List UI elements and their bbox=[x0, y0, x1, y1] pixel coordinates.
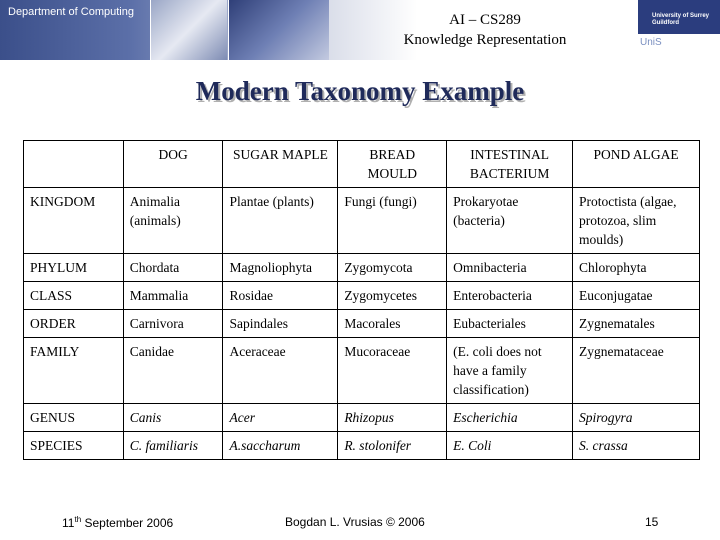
table-cell: Mucoraceae bbox=[338, 338, 447, 404]
date-day: 11 bbox=[62, 516, 75, 530]
column-header: SUGAR MAPLE bbox=[223, 141, 338, 188]
table-cell: Carnivora bbox=[123, 310, 223, 338]
logo-line1: University of Surrey bbox=[652, 13, 710, 19]
table-cell: Enterobacteria bbox=[447, 282, 573, 310]
slide-title: Modern Taxonomy Example bbox=[195, 76, 525, 106]
table-header-row bbox=[24, 141, 700, 188]
taxonomy-table bbox=[23, 140, 700, 460]
logo-line2: Guildford bbox=[652, 20, 679, 26]
table-cell: Animalia (animals) bbox=[123, 188, 223, 254]
course-label: AI – CS289 bbox=[449, 12, 521, 28]
table-row bbox=[24, 254, 700, 282]
department-label: Department of Computing bbox=[8, 6, 134, 18]
column-header: INTESTINAL BACTERIUM bbox=[447, 141, 573, 188]
header-title bbox=[330, 10, 640, 50]
table-cell: Prokaryotae (bacteria) bbox=[447, 188, 573, 254]
table-cell: A.saccharum bbox=[223, 432, 338, 460]
table-cell: Zygnemataceae bbox=[573, 338, 700, 404]
table-cell: Zygomycetes bbox=[338, 282, 447, 310]
table-cell: Acer bbox=[223, 404, 338, 432]
table-cell: Escherichia bbox=[447, 404, 573, 432]
table-cell: Chlorophyta bbox=[573, 254, 700, 282]
rank-cell: SPECIES bbox=[24, 432, 124, 460]
table-cell: Omnibacteria bbox=[447, 254, 573, 282]
column-header: DOG bbox=[123, 141, 223, 188]
table-cell: Eubacteriales bbox=[447, 310, 573, 338]
table-cell: E. Coli bbox=[447, 432, 573, 460]
unis-mark: UniS bbox=[640, 37, 662, 48]
table-cell: Zygnematales bbox=[573, 310, 700, 338]
table-row bbox=[24, 310, 700, 338]
table-cell: Canidae bbox=[123, 338, 223, 404]
table-cell: Rosidae bbox=[223, 282, 338, 310]
table-cell: C. familiaris bbox=[123, 432, 223, 460]
topic-label: Knowledge Representation bbox=[403, 32, 567, 48]
date-rest: September 2006 bbox=[81, 516, 174, 530]
rank-cell: CLASS bbox=[24, 282, 124, 310]
table-cell: Aceraceae bbox=[223, 338, 338, 404]
column-header: BREAD MOULD bbox=[338, 141, 447, 188]
table-cell: Macorales bbox=[338, 310, 447, 338]
rank-cell: PHYLUM bbox=[24, 254, 124, 282]
table-cell: Protoctista (algae, protozoa, slim moulds) bbox=[573, 188, 700, 254]
table-row bbox=[24, 282, 700, 310]
table-cell: Euconjugatae bbox=[573, 282, 700, 310]
table-cell: (E. coli does not have a family classification) bbox=[447, 338, 573, 404]
corner-cell bbox=[24, 141, 124, 188]
table-row bbox=[24, 338, 700, 404]
table-cell: Plantae (plants) bbox=[223, 188, 338, 254]
table-cell: Rhizopus bbox=[338, 404, 447, 432]
table-cell: Spirogyra bbox=[573, 404, 700, 432]
table-row bbox=[24, 432, 700, 460]
table-cell: Chordata bbox=[123, 254, 223, 282]
table-row bbox=[24, 188, 700, 254]
rank-cell: KINGDOM bbox=[24, 188, 124, 254]
table-cell: Zygomycota bbox=[338, 254, 447, 282]
column-header: POND ALGAE bbox=[573, 141, 700, 188]
header-photo-students bbox=[150, 0, 227, 60]
date-suffix: th bbox=[74, 515, 82, 524]
table-cell: Fungi (fungi) bbox=[338, 188, 447, 254]
page-number: 15 bbox=[645, 515, 659, 529]
rank-cell: ORDER bbox=[24, 310, 124, 338]
table-cell: Canis bbox=[123, 404, 223, 432]
table-cell: R. stolonifer bbox=[338, 432, 447, 460]
table-cell: Mammalia bbox=[123, 282, 223, 310]
rank-cell: FAMILY bbox=[24, 338, 124, 404]
footer-author: Bogdan L. Vrusias © 2006 bbox=[285, 515, 425, 529]
table-cell: Sapindales bbox=[223, 310, 338, 338]
table-cell: Magnoliophyta bbox=[223, 254, 338, 282]
table-cell: S. crassa bbox=[573, 432, 700, 460]
table-row bbox=[24, 404, 700, 432]
university-logo-text bbox=[652, 13, 709, 27]
header-photo-lab bbox=[228, 0, 329, 60]
rank-cell: GENUS bbox=[24, 404, 124, 432]
footer-date bbox=[62, 515, 173, 530]
